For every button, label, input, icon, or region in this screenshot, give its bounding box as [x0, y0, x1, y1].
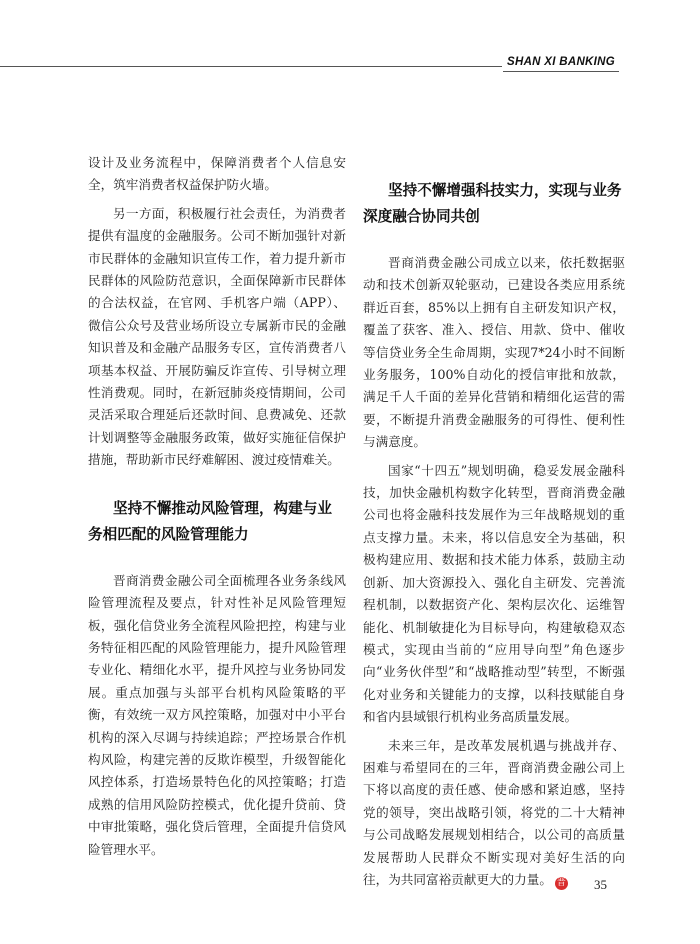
- section-heading-tech: 坚持不懈增强科技实力，实现与业务深度融合协同共创: [363, 182, 622, 225]
- left-paragraph-2: 另一方面，积极履行社会责任，为消费者提供有温度的金融服务。公司不断加强针对新市民群体的金融知识宣传工作，着力提升新市民群体的风险防范意识，全面保障新市民群体的合法权益，在官网、手机客户端（APP）、微信公众号及营业场所设立专属新市民的金融知识普及和金融产品服务专区，宣传消费者八项基本权益、开展防骗反诈宣传、引导树立理性消费观。同时，在新冠肺炎疫情期间，公司灵活采取合理延后还款时间、息费减免、还款计划调整等金融服务政策，做好实施征信保护措施，帮助新市民纾难解困、渡过疫情难关。: [88, 205, 346, 468]
- end-mark-icon: 晋: [556, 877, 566, 888]
- page-number: 35: [594, 877, 607, 892]
- section-heading-risk: 坚持不懈推动风险管理，构建与业务相匹配的风险管理能力: [88, 499, 332, 543]
- right-paragraph-1: 晋商消费金融公司成立以来，依托数据驱动和技术创新双轮驱动，已建设各类应用系统群近百套，85%以上拥有自主研发知识产权，覆盖了获客、准入、授信、用款、贷中、催收等信贷业务全生命周期，实现7*24小时不间断业务服务，100%自动化的授信审批和放款，满足千人千面的差异化营销和精细化运营的需要，不断提升消费金融服务的可得性、便利性与满意度。: [363, 255, 625, 450]
- header-rule: [0, 66, 502, 67]
- right-paragraph-3: [363, 735, 625, 892]
- left-column: [88, 152, 346, 861]
- left-paragraph-3: 晋商消费金融公司全面梳理各业务条线风险管理流程及要点，针对性补足风险管理短板，强化信贷业务全流程风险把控，构建与业务特征相匹配的风险管理能力，提升风险管理专业化、精细化水平，提升风控与业务协同发展。重点加强与头部平台机构风险策略的平衡，有效统一双方风控策略，加强对中小平台机构的深入尽调与持续追踪；严控场景合作机构风险，构建完善的反欺诈模型，升级智能化风控体系，打造场景特色化的风控策略；打造成熟的信用风险防控模式，优化提升贷前、贷中审批策略，强化贷后管理，全面提升信贷风险管理水平。: [88, 572, 346, 857]
- right-paragraph-3-text: 未来三年，是改革发展机遇与挑战并存、困难与希望同在的三年，晋商消费金融公司上下将以高度的责任感、使命感和紧迫感，坚持党的领导，突出战略引领，将党的二十大精神与公司战略发展规划相结合，以公司的高质量发展帮助人民群众不断实现对美好生活的向往，为共同富裕贡献更大的力量。: [363, 737, 625, 887]
- left-paragraph-1: 设计及业务流程中，保障消费者个人信息安全，筑牢消费者权益保护防火墙。: [88, 155, 346, 193]
- right-column: [363, 178, 625, 891]
- right-paragraph-2: 国家“十四五”规划明确，稳妥发展金融科技，加快金融机构数字化转型，晋商消费金融公司也将金融科技发展作为三年战略规划的重点支撑力量。未来，将以信息安全为基础，积极构建应用、数据和技术能力体系，鼓励主动创新、加大资源投入、强化自主研发、完善流程机制，以数据资产化、架构层次化、运维智能化、机制敏捷化为目标导向，构建敏稳双态模式，实现由当前的“应用导向型”角色逐步向“业务伙伴型”和“战略推动型”转型，不断强化对业务和关键能力的支撑，以科技赋能自身和省内县域银行机构业务高质量发展。: [363, 462, 625, 725]
- running-header: SHAN XI BANKING: [503, 56, 619, 72]
